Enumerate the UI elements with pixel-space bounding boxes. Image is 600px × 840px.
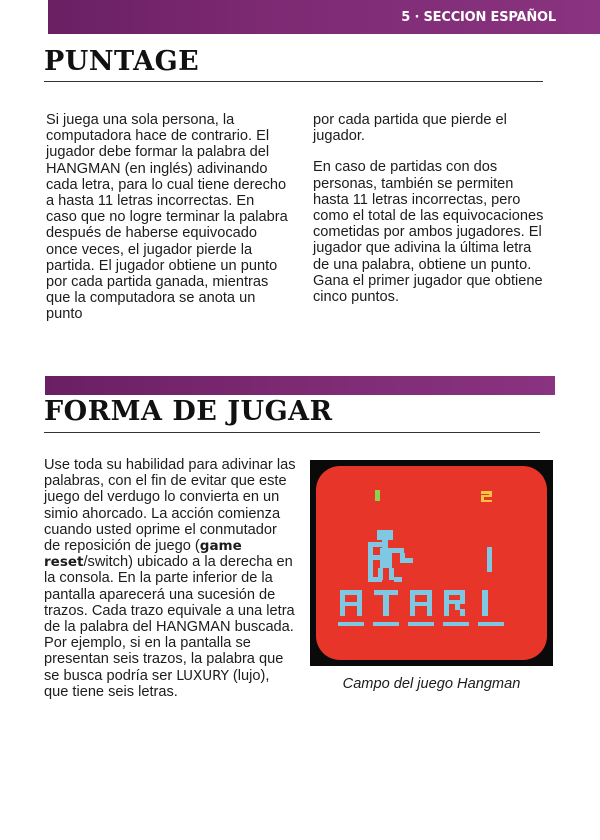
forma-column bbox=[44, 457, 296, 715]
game-screen-svg bbox=[310, 460, 553, 666]
puntage-heading: PUNTAGE bbox=[44, 46, 200, 77]
section-divider-band bbox=[45, 376, 555, 395]
score-p2-mark bbox=[481, 491, 492, 502]
score-p1-mark bbox=[375, 490, 380, 501]
section-header-band bbox=[48, 0, 600, 34]
forma-heading: FORMA DE JUGAR bbox=[44, 396, 333, 427]
wrong-letter-mark bbox=[487, 547, 492, 572]
section-label: 5 · SECCION ESPAÑOL bbox=[401, 10, 556, 25]
puntage-left-text: Si juega una sola persona, la computadora hace de contrario. El jugador debe formar la palabra del HANGMAN (en inglés) adivinando cada letra, para lo cual tiene derecho a hasta 11 letras incorrectas. En caso que no logre terminar la palabra después de haberse equivocado once veces, el jugador pierde la partida. El jugador obtiene un punto por cada partida ganada, mientras que la computadora se anota un punto bbox=[46, 112, 288, 323]
tv-screen-area bbox=[316, 466, 547, 660]
score-p1: 1 bbox=[378, 502, 379, 503]
puntage-left-column bbox=[46, 112, 288, 338]
forma-text: Use toda su habilidad para adivinar las palabras, con el fin de evitar que este juego del verdugo lo convierta en un simio ahorcado. La acción comienza cuando usted oprime el conmutador de reposición de juego (game reset/switch) ubicado a la derecha en la consola. En la parte inferior de la pantalla aparecerá una sucesión de trazos. Cada trazo equivale a una letra de la palabra del HANGMAN buscada. Por ejemplo, si en la pantalla se presentan seis trazos, la palabra que se busca podría ser LUXURY (lujo), que tiene seis letras. bbox=[44, 457, 296, 700]
word-dashes bbox=[338, 622, 504, 626]
figure-caption: Campo del juego Hangman bbox=[342, 676, 521, 692]
puntage-right-p2: En caso de partidas con dos personas, también se permiten hasta 11 letras incorrectas, pero como el total de las equivocaciones cometidas por ambos jugadores. El jugador que adivina la última letra de una palabra, obtiene un punto. Gana el primer jugador que obtiene cinco puntos. bbox=[313, 159, 544, 306]
forma-rule bbox=[44, 432, 540, 433]
hangman-game-screen bbox=[310, 460, 553, 666]
luxury-keyword: LUXURY bbox=[176, 667, 229, 684]
game-reset-keyword: game reset bbox=[44, 538, 242, 571]
puntage-rule bbox=[44, 81, 543, 82]
word-text: ATARI bbox=[430, 616, 433, 617]
score-p2: 2 bbox=[486, 502, 487, 503]
puntage-right-column bbox=[313, 112, 549, 320]
puntage-right-p1: por cada partida que pierde el jugador. bbox=[313, 112, 507, 145]
